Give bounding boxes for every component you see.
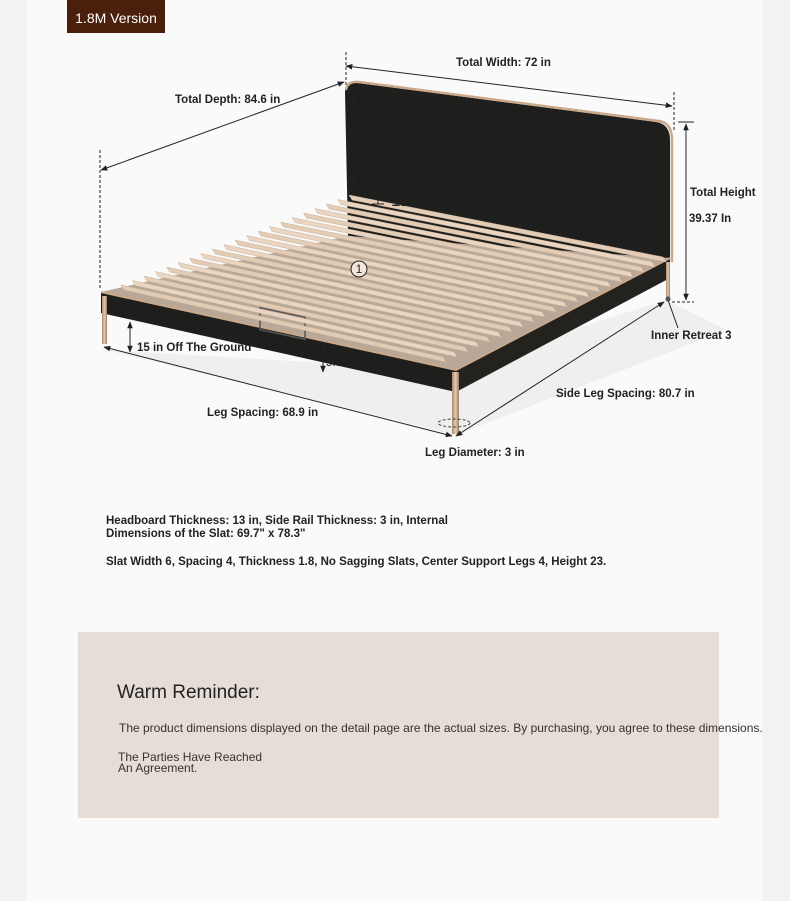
reminder-agreement-line-2: An Agreement. [118, 761, 198, 775]
specs-line-2: Dimensions of the Slat: 69.7" x 78.3" [106, 528, 306, 540]
product-dimension-page [26, 0, 762, 901]
reminder-text: The product dimensions displayed on the detail page are the actual sizes. By purchasing, you agree to these dimensions. [119, 721, 763, 735]
bed-dimension-diagram [26, 0, 762, 480]
inner-retreat-label: Inner Retreat 3 [651, 330, 732, 342]
total-depth-label: Total Depth: 84.6 in [175, 94, 281, 106]
leg-front-right [452, 372, 459, 434]
leg-diameter-label: Leg Diameter: 3 in [425, 447, 525, 459]
warm-reminder-box [78, 632, 763, 818]
reminder-agreement [118, 752, 288, 774]
rail-height-label: 5.91in [326, 357, 358, 369]
reminder-title: Warm Reminder: [117, 682, 260, 703]
slat-gap-label: 12 [391, 191, 410, 210]
slat-marker [351, 261, 367, 277]
total-height-value: 39.37 In [689, 213, 732, 225]
reminder-agreement-line-1: The Parties Have Reached [118, 750, 263, 764]
version-badge: 1.8M Version [67, 0, 165, 33]
leg-spacing-label: Leg Spacing: 68.9 in [207, 407, 319, 419]
leg-front-left [102, 296, 107, 344]
slat-marker-number: 1 [355, 264, 363, 276]
off-ground-label: 15 in Off The Ground [137, 342, 252, 354]
leg-back-right [666, 262, 670, 300]
specs-line-3: Slat Width 6, Spacing 4, Thickness 1.8, No Sagging Slats, Center Support Legs 4, Height 23. [106, 556, 607, 568]
specs-line-1: Headboard Thickness: 13 in, Side Rail Thickness: 3 in, Internal [106, 515, 448, 527]
total-height-label: Total Height [690, 187, 756, 199]
side-leg-spacing-label: Side Leg Spacing: 80.7 in [556, 388, 695, 400]
total-width-label: Total Width: 72 in [456, 57, 551, 69]
headboard-height-label: 22.83 In [360, 126, 402, 138]
